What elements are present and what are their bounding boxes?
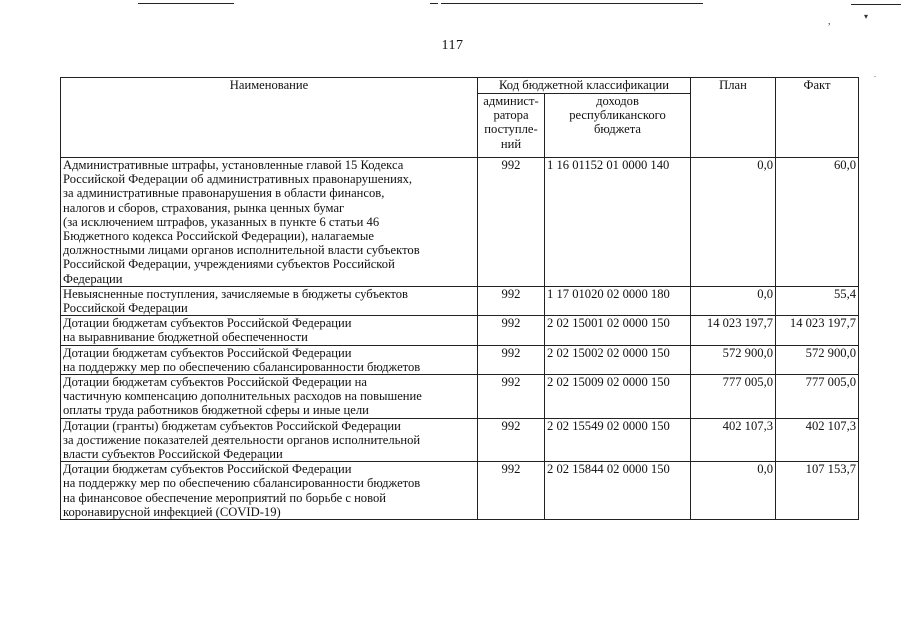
row-income-code: 2 02 15549 02 0000 150 (545, 418, 691, 462)
name-line: на выравнивание бюджетной обеспеченности (63, 330, 308, 345)
table-row (61, 286, 859, 315)
column-header-admin (478, 94, 545, 158)
row-name (61, 316, 478, 345)
row-income-code: 2 02 15001 02 0000 150 (545, 316, 691, 345)
row-plan: 0,0 (691, 462, 776, 520)
table-row (61, 316, 859, 345)
header-admin-line: ний (500, 136, 522, 151)
row-income-code: 1 17 01020 02 0000 180 (545, 286, 691, 315)
row-admin-code: 992 (478, 316, 545, 345)
row-income-code: 2 02 15009 02 0000 150 (545, 375, 691, 419)
row-admin-code: 992 (478, 462, 545, 520)
row-fact: 60,0 (776, 158, 859, 287)
row-name (61, 375, 478, 419)
name-line: Российской Федерации, учреждениями субъектов Российской (63, 257, 395, 272)
header-admin-line: админист- (483, 94, 539, 108)
row-admin-code: 992 (478, 158, 545, 287)
row-plan: 0,0 (691, 286, 776, 315)
name-line: за достижение показателей деятельности органов исполнительной (63, 432, 421, 447)
top-scan-line (138, 3, 234, 4)
header-income-line: доходов (596, 94, 639, 108)
name-line: Российской Федерации об административных правонарушениях, (63, 172, 413, 187)
name-line: Дотации бюджетам субъектов Российской Федерации (63, 316, 352, 331)
row-fact: 55,4 (776, 286, 859, 315)
row-plan: 402 107,3 (691, 418, 776, 462)
table-row (61, 375, 859, 419)
scan-speck: . (874, 70, 876, 79)
header-admin-line: поступле- (484, 122, 538, 137)
header-income-line: бюджета (594, 122, 641, 137)
name-line: (за исключением штрафов, указанных в пункте 6 статьи 46 (63, 214, 380, 229)
name-line: Бюджетного кодекса Российской Федерации), налагаемые (63, 229, 374, 244)
top-scan-line (430, 3, 438, 4)
header-admin-line: ратора (493, 108, 529, 123)
name-line: власти субъектов Российской Федерации (63, 447, 283, 462)
column-header-income (545, 94, 691, 158)
table-row (61, 418, 859, 462)
table-row (61, 462, 859, 520)
name-line: Дотации бюджетам субъектов Российской Федерации (63, 462, 352, 477)
row-plan: 0,0 (691, 158, 776, 287)
name-line: Административные штрафы, установленные главой 15 Кодекса (63, 158, 404, 172)
scan-speck: , (828, 16, 831, 27)
row-name (61, 418, 478, 462)
name-line: за административные правонарушения в области финансов, (63, 186, 385, 201)
name-line: на поддержку мер по обеспечению сбалансированности бюджетов (63, 476, 421, 491)
name-line: должностными лицами органов исполнительной власти субъектов (63, 243, 420, 258)
table-row (61, 158, 859, 287)
row-fact: 14 023 197,7 (776, 316, 859, 345)
row-name (61, 158, 478, 287)
name-line: на финансовое обеспечение мероприятий по борьбе с новой (63, 490, 387, 505)
column-header-budget-code: Код бюджетной классификации (478, 78, 691, 94)
row-fact: 572 900,0 (776, 345, 859, 374)
row-name (61, 345, 478, 374)
column-header-fact: Факт (776, 78, 859, 158)
name-line: Дотации бюджетам субъектов Российской Федерации (63, 345, 352, 360)
top-scan-line (851, 4, 901, 5)
row-fact: 107 153,7 (776, 462, 859, 520)
row-admin-code: 992 (478, 345, 545, 374)
name-line: Невыясненные поступления, зачисляемые в бюджеты субъектов (63, 286, 408, 301)
row-plan: 14 023 197,7 (691, 316, 776, 345)
row-fact: 777 005,0 (776, 375, 859, 419)
name-line: коронавирусной инфекцией (COVID-19) (63, 504, 281, 519)
name-line: частичную компенсацию дополнительных расходов на повышение (63, 389, 422, 404)
page-number: 117 (441, 38, 464, 53)
row-plan: 572 900,0 (691, 345, 776, 374)
name-line: оплаты труда работников бюджетной сферы и иные цели (63, 403, 369, 418)
row-admin-code: 992 (478, 286, 545, 315)
header-income-line: республиканского (569, 108, 666, 123)
row-plan: 777 005,0 (691, 375, 776, 419)
name-line: Дотации бюджетам субъектов Российской Федерации на (63, 375, 368, 390)
scan-speck: ▾ (864, 12, 869, 21)
column-header-plan: План (691, 78, 776, 158)
top-scan-line (441, 3, 703, 4)
name-line: Федерации (63, 271, 123, 286)
name-line: Дотации (гранты) бюджетам субъектов Российской Федерации (63, 418, 401, 433)
row-name (61, 462, 478, 520)
row-name (61, 286, 478, 315)
row-income-code: 1 16 01152 01 0000 140 (545, 158, 691, 287)
name-line: налогов и сборов, страхования, рынка ценных бумаг (63, 200, 345, 215)
column-header-name: Наименование (61, 78, 478, 158)
name-line: на поддержку мер по обеспечению сбалансированности бюджетов (63, 359, 421, 374)
table-row (61, 345, 859, 374)
name-line: Российской Федерации (63, 301, 188, 316)
row-income-code: 2 02 15002 02 0000 150 (545, 345, 691, 374)
budget-income-table (60, 77, 859, 520)
row-income-code: 2 02 15844 02 0000 150 (545, 462, 691, 520)
row-admin-code: 992 (478, 375, 545, 419)
row-admin-code: 992 (478, 418, 545, 462)
row-fact: 402 107,3 (776, 418, 859, 462)
